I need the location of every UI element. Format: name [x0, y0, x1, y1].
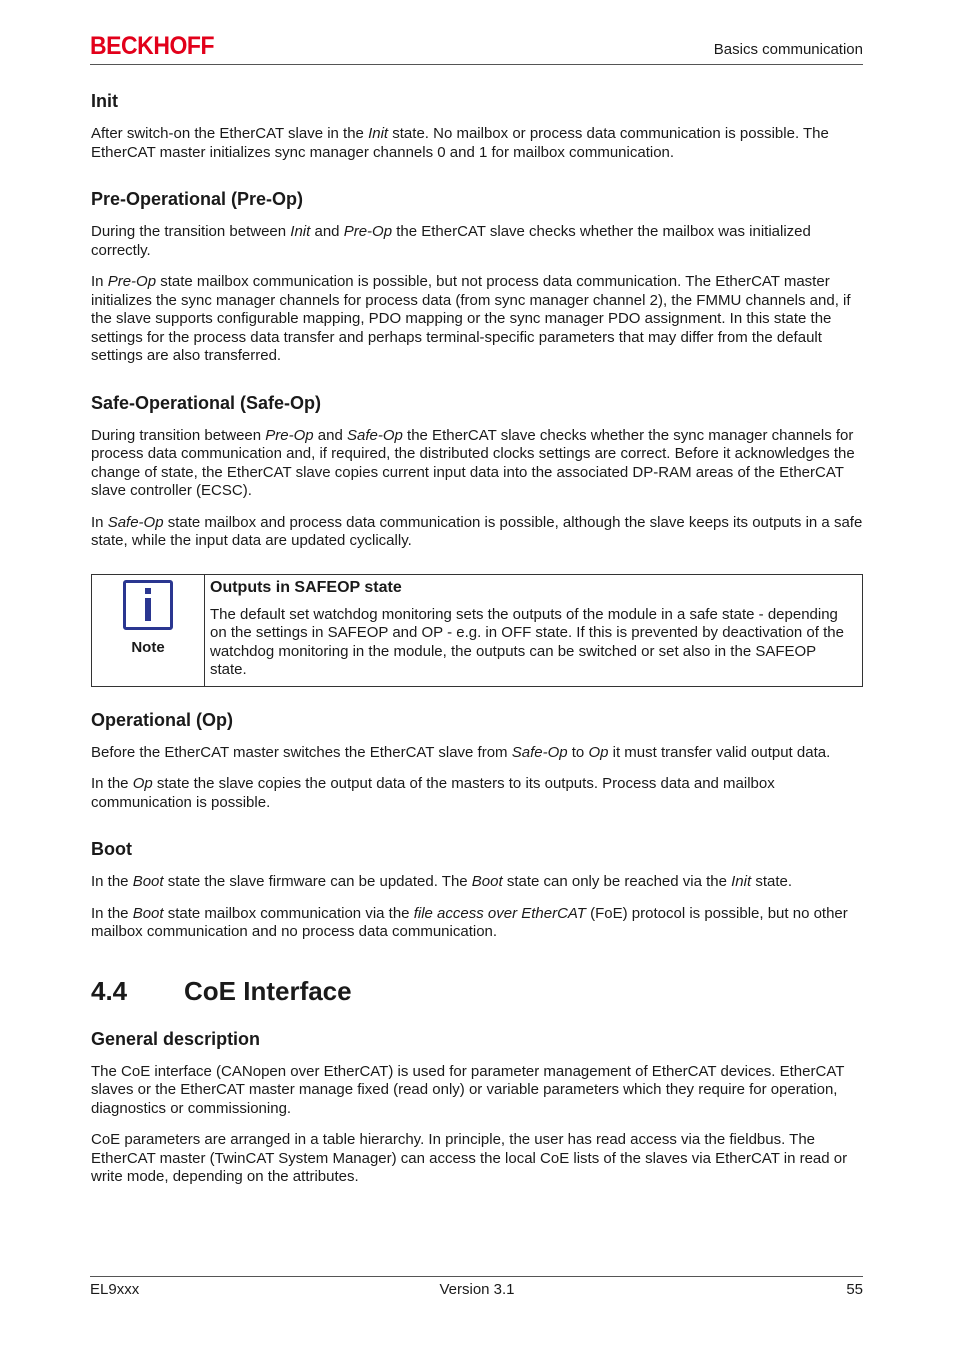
footer-version: Version 3.1: [439, 1281, 515, 1298]
chapter-title: CoE Interface: [184, 975, 352, 1006]
heading-general: General description: [91, 1028, 261, 1049]
op-paragraph-1: Before the EtherCAT master switches the EtherCAT slave from Safe-Op to Op it must transfer valid output data.: [91, 743, 831, 761]
footer-rule: [90, 1276, 863, 1277]
preop-paragraph-2: In Pre-Op state mailbox communication is possible, but not process data communication. The EtherCAT master initializes the sync manager channels for process data (from sync manager channel 2), the FMMU channels and, if the slave supports configurable mapping, PDO mapping or the sync manager PDO assignment. In this state the settings for the process data transfer and perhaps terminal-specific parameters that may differ from the default settings are also transferred.: [91, 273, 851, 364]
heading-safeop: Safe-Operational (Safe-Op): [91, 392, 322, 413]
note-box: [91, 574, 863, 687]
heading-preop: Pre-Operational (Pre-Op): [91, 189, 304, 209]
chapter-heading: [91, 976, 863, 1006]
note-icon-column: [92, 575, 205, 686]
preop-paragraph-1: During the transition between Init and Pre-Op the EtherCAT slave checks whether the mailbox was initialized correctly.: [91, 223, 811, 259]
info-icon: [123, 580, 173, 630]
heading-init: Init: [91, 91, 118, 111]
safeop-paragraph-1: During transition between Pre-Op and Safe-Op the EtherCAT slave checks whether the sync manager channels for process data communication and, if required, the distributed clocks settings are correct. Before it acknowledges the change of state, the EtherCAT slave copies current input data into the associated DP-RAM areas of the EtherCAT slave controller (ECSC).: [91, 426, 855, 499]
beckhoff-logo: BECKHOFF: [90, 32, 215, 60]
boot-paragraph-2: In the Boot state mailbox communication via the file access over EtherCAT (FoE) protocol is possible, but no other mailbox communication and no process data communication.: [91, 904, 848, 940]
note-title: Outputs in SAFEOP state: [210, 578, 402, 596]
heading-boot: Boot: [91, 839, 132, 859]
init-paragraph: After switch-on the EtherCAT slave in the Init state. No mailbox or process data communication is possible. The EtherCAT master initializes sync manager channels 0 and 1 for mailbox communication.: [91, 125, 829, 161]
safeop-paragraph-2: In Safe-Op state mailbox and process data communication is possible, although the slave keeps its outputs in a safe state, while the input data are updated cyclically.: [91, 513, 863, 549]
header-rule: [90, 64, 863, 65]
footer-product: EL9xxx: [90, 1281, 140, 1298]
op-paragraph-2: In the Op state the slave copies the output data of the masters to its outputs. Process data and mailbox communication is possible.: [91, 775, 775, 811]
page-content: [91, 90, 863, 1200]
note-label: Note: [131, 638, 165, 656]
boot-paragraph-1: In the Boot state the slave firmware can be updated. The Boot state can only be reached via the Init state.: [91, 873, 793, 890]
general-paragraph-1: The CoE interface (CANopen over EtherCAT) is used for parameter management of EtherCAT devices. EtherCAT slaves or the EtherCAT master manage fixed (read only) or variable parameters which they require for operation, diagnostics or commissioning.: [91, 1062, 845, 1117]
general-paragraph-2: CoE parameters are arranged in a table hierarchy. In principle, the user has read access via the fieldbus. The EtherCAT master (TwinCAT System Manager) can access the local CoE lists of the slaves via EtherCAT in read or write mode, depending on the attributes.: [91, 1131, 848, 1185]
footer-page-number: 55: [846, 1281, 863, 1298]
note-text: The default set watchdog monitoring sets the outputs of the module in a safe state - depending on the settings in SAFEOP and OP - e.g. in OFF state. If this is prevented by deactivation of the watchdog monitoring in the module, the outputs can be switched or set also in the SAFEOP state.: [210, 605, 844, 678]
heading-op: Operational (Op): [91, 709, 234, 730]
chapter-number: 4.4: [91, 975, 128, 1006]
note-body: [205, 575, 862, 686]
header-title: Basics communication: [713, 41, 863, 58]
